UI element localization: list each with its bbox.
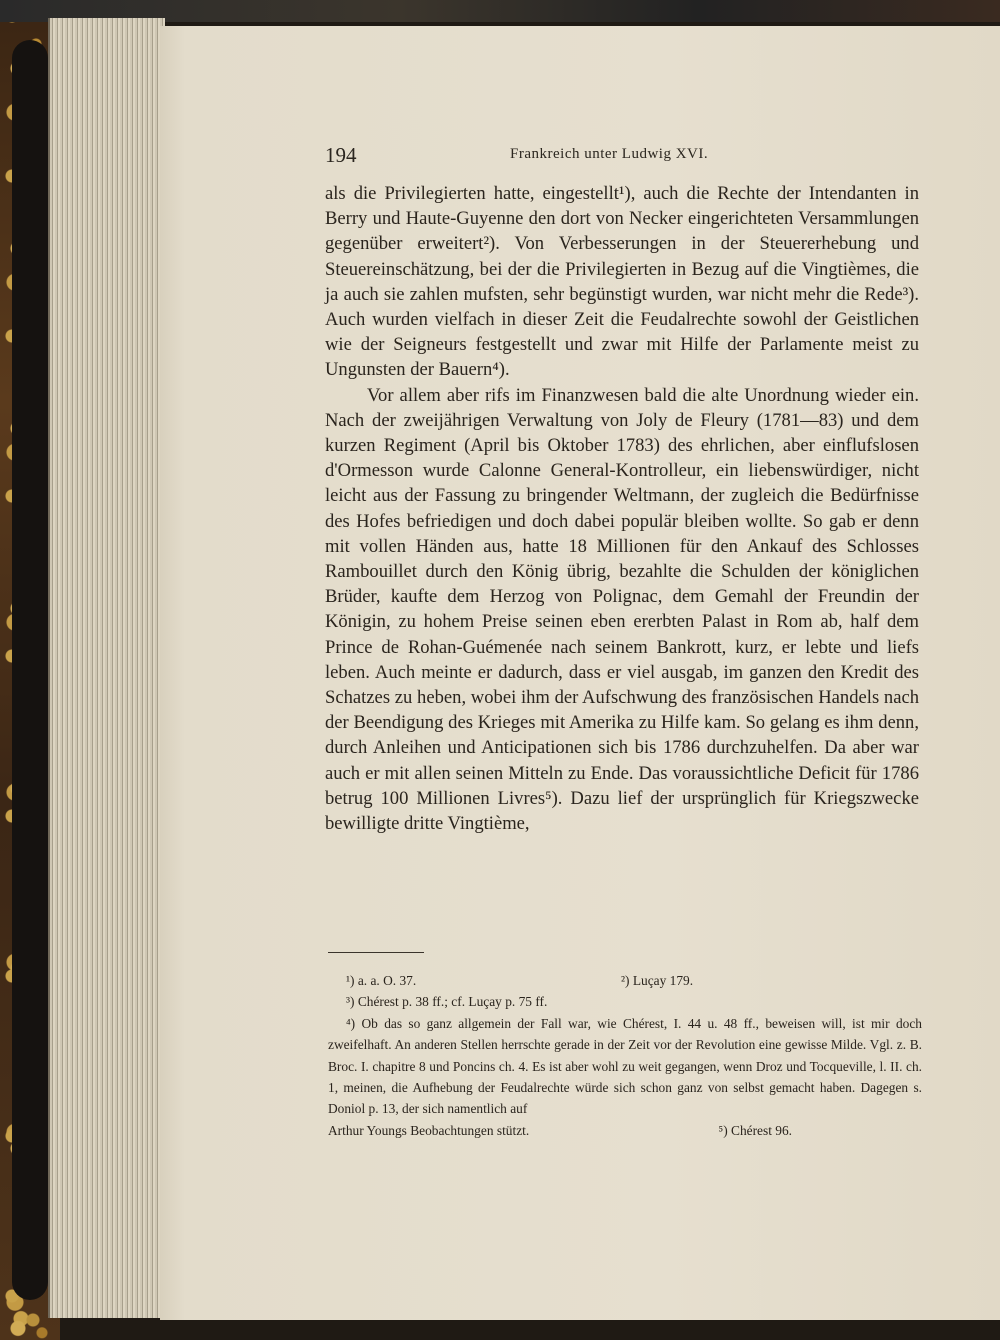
footnote-4: ⁴) Ob das so ganz allgemein der Fall war, wie Chérest, I. 44 u. 48 ff., beweisen will, ist mir doch zweifelhaft. An anderen Stellen herrschte gerade in der Zeit vor der Revolution eine gewisse Milde. Vgl. z. B. Broc. I. chapitre 8 und Poncins ch. 4. Es ist aber wohl zu weit gegangen, wenn Droz und Tocqueville, l. II. ch. 1, meinen, die Aufhebung der Feudalrechte würde sich schon ganz von selbst gemacht haben. Dagegen s. Doniol p. 13, der sich namentlich auf	[328, 1015, 922, 1117]
paragraph-1: als die Privilegierten hatte, eingestellt¹), auch die Rechte der Intendanten in Berry und Haute-Guyenne den dort von Necker eingerichteten Versammlungen gegenüber erweitert²). Von Verbesserungen in der Steuererhebung und Steuereinschätzung, bei der die Privilegierten in Bezug auf die Vingtièmes, die ja auch sie zahlen mufsten, sehr begünstigt wurden, war nicht mehr die Rede³). Auch wurden vielfach in dieser Zeit die Feudalrechte sowohl der Geistlichen wie der Seigneurs festgestellt und zwar mit Hilfe der Parlamente meist zu Ungunsten der Bauern⁴).	[325, 183, 919, 381]
main-text	[325, 181, 919, 836]
footnote-2: ²) Luçay 179.	[621, 973, 694, 988]
page-number: 194	[325, 143, 357, 167]
footnotes	[328, 970, 922, 1141]
footnote-4-end: Arthur Youngs Beobachtungen stützt.	[328, 1122, 530, 1138]
footnote-row-4-5	[328, 1120, 922, 1141]
footnote-1: ¹) a. a. O. 37.	[346, 973, 417, 988]
paragraph-2: Vor allem aber rifs im Finanzwesen bald die alte Unordnung wieder ein. Nach der zweijährigen Verwaltung von Joly de Fleury (1781—83) und dem kurzen Regiment (April bis Oktober 1783) des ehrlichen, aber einflufslosen d'Ormesson wurde Calonne General-Kontrolleur, ein liebenswürdiger, nicht leicht aus der Fassung zu bringender Weltmann, der zugleich die Bedürfnisse des Hofes befriedigen und doch dabei populär bleiben wollte. So gab er denn mit vollen Händen aus, hatte 18 Millionen für den Ankauf des Schlosses Rambouillet durch den König übrig, bezahlte die Schulden der königlichen Brüder, kaufte dem Herzog von Polignac, dem Gemahl der Freundin der Königin, zu hohem Preise seinen eben ererbten Palast in Rom ab, half dem Prince de Rohan-Guémenée nach seinem Bankrott, kurz, er lebte und liefs leben. Auch meinte er dadurch, dass er viel ausgab, im ganzen den Kredit des Schatzes zu heben, wobei ihm der Aufschwung des französischen Handels nach der Beendigung des Krieges mit Amerika zu Hilfe kam. So gelang es ihm denn, durch Anleihen und Anticipationen sich bis 1786 durchzuhelfen. Da aber war auch er mit allen seinen Mitteln zu Ende. Das voraussichtliche Deficit für 1786 betrug 100 Millionen Livres⁵). Dazu lief der ursprünglich für Kriegszwecke bewilligte dritte Vingtième,	[325, 384, 919, 835]
running-title: Frankreich unter Ludwig XVI.	[510, 146, 709, 162]
footnote-row-1-2	[328, 970, 922, 991]
page-header	[0, 143, 1000, 173]
book-spine-edge	[12, 40, 48, 1300]
footnote-3: ³) Chérest p. 38 ff.; cf. Luçay p. 75 ff.	[346, 994, 548, 1010]
page-edges-stack	[48, 18, 165, 1318]
footnote-5: ⁵) Chérest 96.	[718, 1122, 792, 1138]
footnote-separator	[328, 952, 424, 953]
